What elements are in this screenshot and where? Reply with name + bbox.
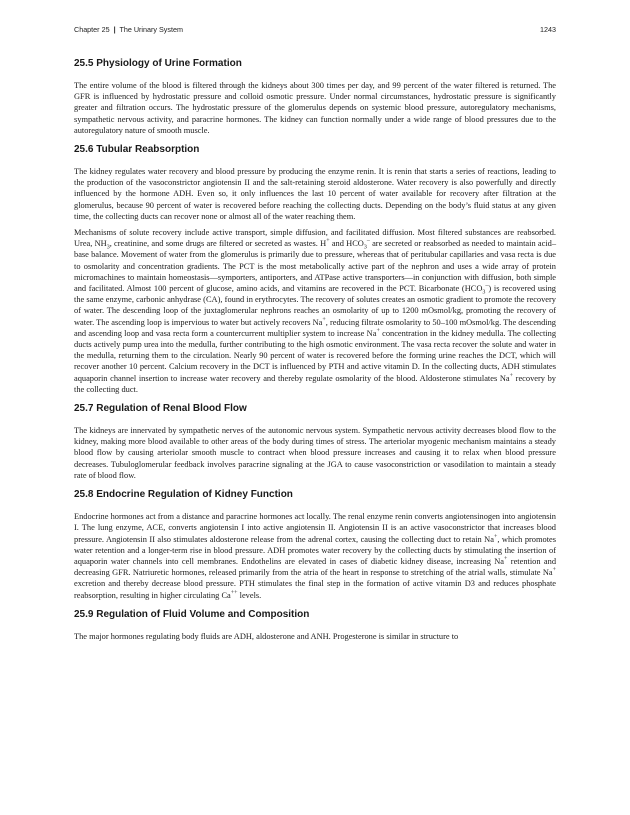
subscript: 3 [482, 289, 486, 296]
paragraph: The kidneys are innervated by sympathetic nerves of the autonomic nervous system. Sympathetic nervous activity decreases blood flow to the kidney, making more blood available to other areas of the body during times of stress. The arteriolar myogenic mechanism maintains a steady blood flow by causing arteriolar smooth muscle to contract when blood pressure increases and causing it to relax when blood pressure decreases. Tubuloglomerular feedback involves paracrine signaling at the JGA to cause vasoconstriction or vasodilation to maintain a steady rate of blood flow. [74, 426, 556, 480]
page-number: 1243 [540, 25, 556, 34]
text-run: , reducing filtrate osmolarity to 50–100 mOsmol/kg. The descending and ascending loop and vasa recta form a countercurrent multiplier system to increase Na [74, 317, 556, 338]
chapter-number: Chapter 25 [74, 25, 110, 34]
superscript: ++ [230, 589, 238, 596]
section-heading: 25.9 Regulation of Fluid Volume and Composition [74, 608, 310, 620]
superscript: + [326, 238, 330, 245]
paragraph: The major hormones regulating body fluids are ADH, aldosterone and ANH. Progesterone is similar in structure to [74, 631, 459, 641]
text-run: retention and decreasing GFR. Natriuretic hormones, released primarily from the atria of the heart in response to stretching of the atrial walls, stimulate Na [74, 556, 557, 578]
section-heading: 25.6 Tubular Reabsorption [74, 144, 200, 156]
header-separator: | [113, 25, 116, 34]
text-run: Mechanisms of solute recovery include active transport, simple diffusion, and facilitated diffusion. Most filtered substances are reabsorbed. Urea, NH [74, 228, 556, 249]
text-run: are secreted or reabsorbed as needed to maintain acid–base balance. Movement of water from the glomerulus is primarily due to pressure, whereas that of peritubular capillaries and vasa recta is due to osmolarity and concentration gradients. The PCT is the most metabolically active part of the nephron and uses a wide array of protein micromachines to maintain homeostasis—symporters, antiporters, and ATPase active transporters—in conjunction with diffusion, both simple and facilitated. Almost 100 percent of glucose, amino acids, and vitamins are recovered in the PCT. Bicarbonate (HCO [74, 239, 557, 294]
text-run: , creatinine, and some drugs are filtered or secreted as wastes. H [109, 239, 327, 249]
text-run: , which promotes water retention and a longer-term rise in blood pressure. ADH promotes water recovery by the collecting ducts by stimulating the insertion of aquaporin water channels into cell membranes. Endothelins are elevated in cases of diabetic kidney disease, increasing Na [74, 534, 556, 566]
text-run: concentration in the kidney medulla. The collecting ducts actively pump urea into the medulla, further contributing to the high osmotic environment. The vasa recta recover the solute and water in the medulla, returning them to the circulation. Nearly 90 percent of water is recovered before the forming urine reaches the DCT, which will recover another 10 percent. Calcium recovery in the DCT is influenced by PTH and active vitamin D. In the collecting ducts, ADH stimulates aquaporin channel insertion to increase water recovery and thereby regulate osmolarity of the blood. Aldosterone stimulates Na [74, 328, 557, 383]
section-25-7 [74, 403, 556, 481]
paragraph: The kidney regulates water recovery and blood pressure by producing the enzyme renin. It is renin that starts a series of reactions, leading to the production of the vasoconstrictor angiotensin II and the salt-retaining steroid aldosterone. Water recovery is also powerfully and directly influenced by the hormone ADH. Even so, it only influences the last 10 percent of water available for recovery after filtration at the glomerulus, because 90 percent of water is recovered before reaching the collecting ducts. Depending on the body’s fluid status at any given time, the collecting ducts can recover none or almost all of the water reaching them. [74, 167, 556, 221]
section-25-5 [74, 58, 556, 136]
superscript: + [504, 556, 508, 563]
superscript: + [376, 328, 380, 335]
superscript: + [493, 533, 498, 540]
text-run: excretion and thereby decrease blood pressure. PTH stimulates the final step in the formation of active vitamin D3 and reduces phosphate reabsorption, resulting in higher circulating Ca [74, 579, 556, 600]
superscript: + [552, 567, 556, 574]
chapter-label [74, 25, 183, 34]
text-run: Endocrine hormones act from a distance and paracrine hormones act locally. The renal enzyme renin converts angiotensinogen into angiotensin I. The lung enzyme, ACE, converts angiotensin I into active angiotensin II. Angiotensin II is an active vasoconstrictor that increases blood pressure. Angiotensin II also stimulates aldosterone release from the adrenal cortex, causing the collecting duct to retain Na [74, 512, 556, 544]
superscript: + [322, 316, 326, 323]
text-run: and HCO [329, 239, 364, 249]
superscript: – [366, 238, 370, 245]
section-25-6 [74, 144, 556, 395]
section-heading: 25.5 Physiology of Urine Formation [74, 58, 242, 69]
superscript: – [485, 283, 489, 290]
running-header [74, 25, 556, 34]
section-heading: 25.7 Regulation of Renal Blood Flow [74, 403, 247, 415]
paragraph [74, 511, 556, 601]
paragraph: The entire volume of the blood is filtered through the kidneys about 300 times per day, and 99 percent of the water filtered is returned. The GFR is influenced by hydrostatic pressure and colloid osmotic pressure. Under normal circumstances, hydrostatic pressure is significantly greater and filtration occurs. The hydrostatic pressure of the glomerulus depends on systemic blood pressure, autoregulatory mechanisms, sympathetic nervous activity, and paracrine hormones. The kidney can function normally under a wide range of blood pressures due to the autoregulatory nature of smooth muscle. [74, 81, 556, 135]
text-run: recovery by the collecting duct. [74, 373, 556, 394]
paragraph [74, 227, 556, 395]
subscript: 3 [363, 244, 367, 251]
section-25-8 [74, 489, 556, 601]
section-heading: 25.8 Endocrine Regulation of Kidney Function [74, 489, 293, 501]
text-run: levels. [237, 590, 262, 600]
subscript: 3 [106, 244, 110, 251]
chapter-title: The Urinary System [119, 25, 183, 34]
page-content [74, 58, 556, 650]
superscript: + [509, 372, 514, 379]
text-run: ) is recovered using the same enzyme, carbonic anhydrase (CA), found in erythrocytes. The recovery of solutes creates an osmotic gradient to promote the recovery of water. The descending loop of the juxtaglomerular nephrons reaches an osmolarity of up to 1200 mOsmol/kg, promoting the recovery of water. The ascending loop is impervious to water but actively recovers Na [74, 284, 556, 327]
section-25-9 [74, 609, 556, 642]
